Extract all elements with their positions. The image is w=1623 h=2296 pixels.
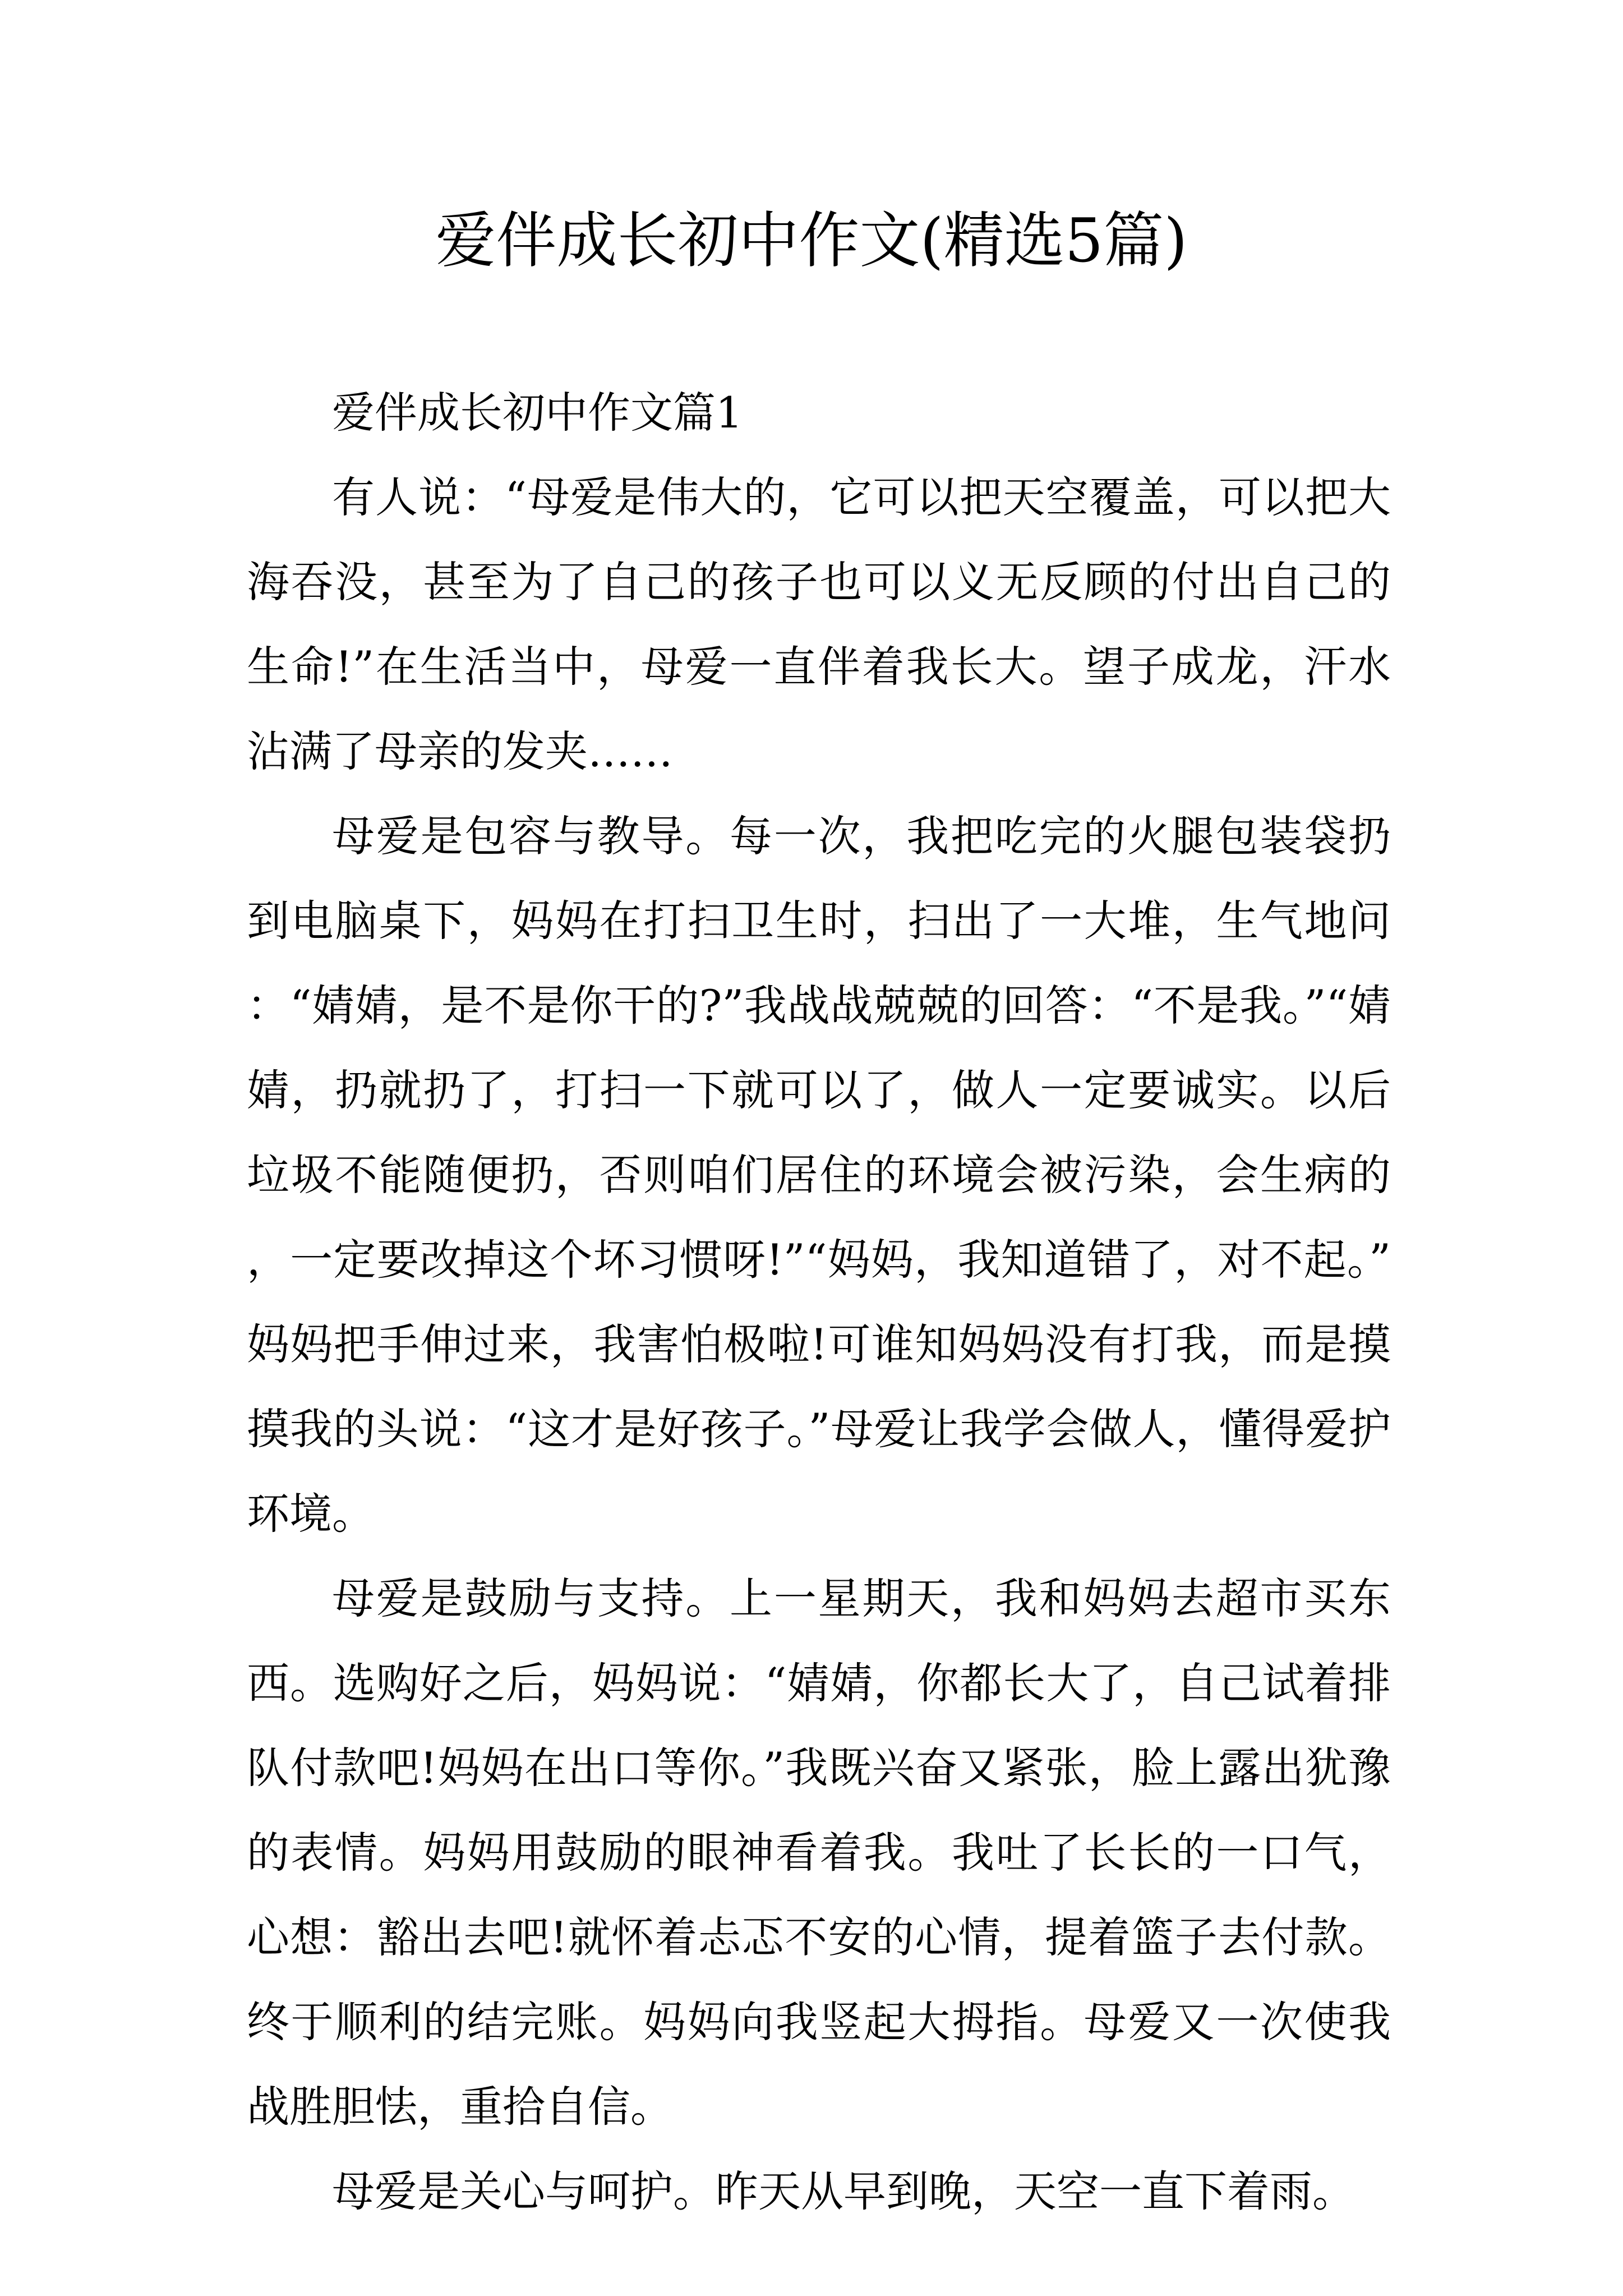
paragraph-1: 有人说：“母爱是伟大的，它可以把天空覆盖，可以把大海吞没，甚至为了自己的孩子也可以义无反顾的付出自己的生命!”在生活当中，母爱一直伴着我长大。望子成龙，汗水沾满了母亲的发夹……	[247, 472, 1391, 776]
document-body	[247, 370, 1391, 2234]
section-heading: 爱伴成长初中作文篇1	[332, 388, 743, 438]
document-title: 爱伴成长初中作文(精选5篇)	[435, 206, 1188, 276]
paragraph-2: 母爱是包容与教导。每一次，我把吃完的火腿包装袋扔到电脑桌下，妈妈在打扫卫生时，扫出了一大堆，生气地问：“婧婧，是不是你干的?”我战战兢兢的回答：“不是我。”“婧婧，扔就扔了，打扫一下就可以了，做人一定要诚实。以后垃圾不能随便扔，否则咱们居住的环境会被污染，会生病的，一定要改掉这个坏习惯呀!”“妈妈，我知道错了，对不起。”妈妈把手伸过来，我害怕极啦!可谁知妈妈没有打我，而是摸摸我的头说：“这才是好孩子。”母爱让我学会做人，懂得爱护环境。	[247, 811, 1391, 1539]
paragraph-3: 母爱是鼓励与支持。上一星期天，我和妈妈去超市买东西。选购好之后，妈妈说：“婧婧，你都长大了，自己试着排队付款吧!妈妈在出口等你。”我既兴奋又紧张，脸上露出犹豫的表情。妈妈用鼓励的眼神看着我。我吐了长长的一口气，心想：豁出去吧!就怀着忐忑不安的心情，提着篮子去付款。终于顺利的结完账。妈妈向我竖起大拇指。母爱又一次使我战胜胆怯，重拾自信。	[247, 1573, 1391, 2132]
paragraph-4: 母爱是关心与呵护。昨天从早到晚，天空一直下着雨。	[332, 2166, 1355, 2216]
